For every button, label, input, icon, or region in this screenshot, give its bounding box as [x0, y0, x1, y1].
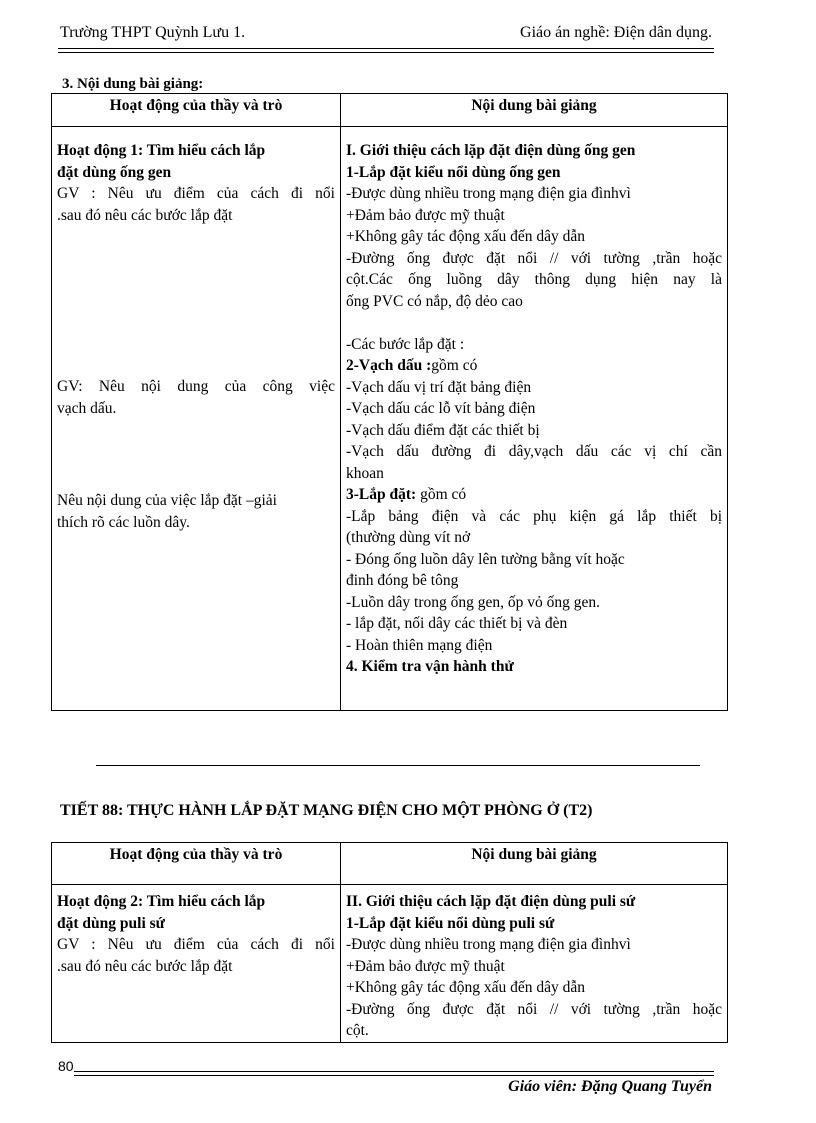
table-header-row [52, 94, 728, 127]
content-line: (thường dùng vít nở [346, 529, 471, 546]
activity-title-cont: đặt dùng ống gen [57, 163, 172, 181]
lesson-table-2 [51, 842, 728, 1043]
activity-text: vạch dấu. [57, 399, 117, 417]
section-divider [96, 765, 700, 766]
content-inline-text: gồm có [416, 486, 467, 503]
activities-cell [52, 885, 341, 1043]
content-heading: I. Giới thiệu cách lặp đặt điện dùng ống gen [346, 142, 636, 159]
content-line: -Đường ống được đặt nổi // với tường ,trần hoặc [346, 1000, 722, 1018]
col-header-content: Nội dung bài giảng [341, 843, 728, 885]
table-row [52, 885, 728, 1043]
content-subheading: 4. Kiểm tra vận hành thử [346, 658, 514, 675]
activity-title: Hoạt động 1: Tìm hiểu cách lắp [57, 142, 266, 159]
section-title: 3. Nội dung bài giảng: [62, 76, 204, 92]
activity-text: GV : Nêu ưu điểm của cách đi nổi [57, 185, 335, 202]
footer-rule [74, 1075, 714, 1076]
activities-cell [52, 127, 341, 711]
content-inline-text: gồm có [431, 357, 478, 374]
content-subheading: 1-Lắp đặt kiểu nổi dùng puli sứ [346, 914, 555, 932]
lesson-title: TIẾT 88: THỰC HÀNH LẮP ĐẶT MẠNG ĐIỆN CHO MỘT PHÒNG Ở (T2) [60, 802, 593, 819]
content-line: -Được dùng nhiều trong mạng điện gia đìnhvì [346, 185, 631, 202]
content-line [346, 355, 722, 377]
content-cell [341, 885, 728, 1043]
content-line: +Đảm bảo được mỹ thuật [346, 957, 505, 975]
content-line: -Vạch dấu các lỗ vít bảng điện [346, 400, 536, 417]
content-line: -Vạch dấu điểm đặt các thiết bị [346, 421, 540, 439]
header-rule-thin [58, 52, 714, 53]
content-subheading: 1-Lắp đặt kiểu nổi dùng ống gen [346, 163, 561, 181]
activity-title-cont: đặt dùng puli sứ [57, 914, 165, 932]
content-line: - Hoàn thiên mạng điện [346, 636, 493, 654]
activity-text: Nêu nội dung của việc lắp đặt –giải [57, 492, 277, 509]
content-line: -Đường ống được đặt nổi // với tường ,trần hoặc [346, 249, 722, 267]
content-heading: II. Giới thiệu cách lặp đặt điện dùng puli sứ [346, 893, 636, 910]
content-line: +Đảm bảo được mỹ thuật [346, 206, 505, 224]
content-line: - lắp đặt, nối dây các thiết bị và đèn [346, 615, 568, 632]
col-header-activities: Hoạt động của thầy và trò [52, 843, 341, 885]
content-subheading: 2-Vạch dấu : [346, 357, 432, 374]
content-subheading: 3-Lắp đặt: [346, 486, 417, 503]
header-rule [58, 48, 714, 49]
activity-title: Hoạt động 2: Tìm hiểu cách lắp [57, 893, 266, 910]
table-row [52, 127, 728, 711]
content-line: cột. [346, 1022, 369, 1039]
activity-text: .sau đó nêu các bước lắp đặt [57, 206, 233, 224]
footer-rule-thin [74, 1071, 714, 1072]
content-line: - Đóng ống luồn dây lên tường bằng vít hoặc [346, 550, 625, 568]
activity-text: .sau đó nêu các bước lắp đặt [57, 957, 233, 975]
content-line: đinh đóng bê tông [346, 572, 459, 589]
header-school: Trường THPT Quỳnh Lưu 1. [60, 24, 246, 41]
content-line: -Lắp bảng điện và các phụ kiện gá lắp thiết bị [346, 507, 722, 525]
col-header-activities: Hoạt động của thầy và trò [52, 94, 341, 127]
activity-text: GV: Nêu nội dung của công việc [57, 378, 335, 395]
activity-text: GV : Nêu ưu điểm của cách đi nổi [57, 936, 335, 953]
content-cell [341, 127, 728, 711]
activity-text: thích rõ các luồn dây. [57, 513, 190, 531]
content-line: -Luồn dây trong ống gen, ốp vỏ ống gen. [346, 593, 600, 611]
content-line: +Không gây tác động xấu đến dây dẫn [346, 228, 586, 245]
content-line: -Vạch dấu vị trí đặt bảng điện [346, 378, 532, 396]
content-line: -Các bước lắp đặt : [346, 335, 465, 353]
content-line: ống PVC có nắp, độ dẻo cao [346, 292, 523, 310]
header-subject: Giáo án nghề: Điện dân dụng. [520, 24, 712, 41]
lesson-table-1 [51, 93, 728, 711]
content-line [346, 484, 722, 506]
table-header-row [52, 843, 728, 885]
footer-teacher: Giáo viên: Đặng Quang Tuyển [508, 1078, 712, 1095]
page-number: 80 [58, 1058, 74, 1074]
content-line: -Được dùng nhiều trong mạng điện gia đìnhvì [346, 936, 631, 953]
content-line: +Không gây tác động xấu đến dây dẫn [346, 979, 586, 996]
col-header-content: Nội dung bài giảng [341, 94, 728, 127]
content-line: khoan [346, 464, 384, 482]
content-line: cột.Các ống luồng dây thông dụng hiện nay là [346, 271, 722, 288]
content-line: -Vạch dấu đường đi dây,vạch dấu các vị chí cần [346, 443, 722, 460]
